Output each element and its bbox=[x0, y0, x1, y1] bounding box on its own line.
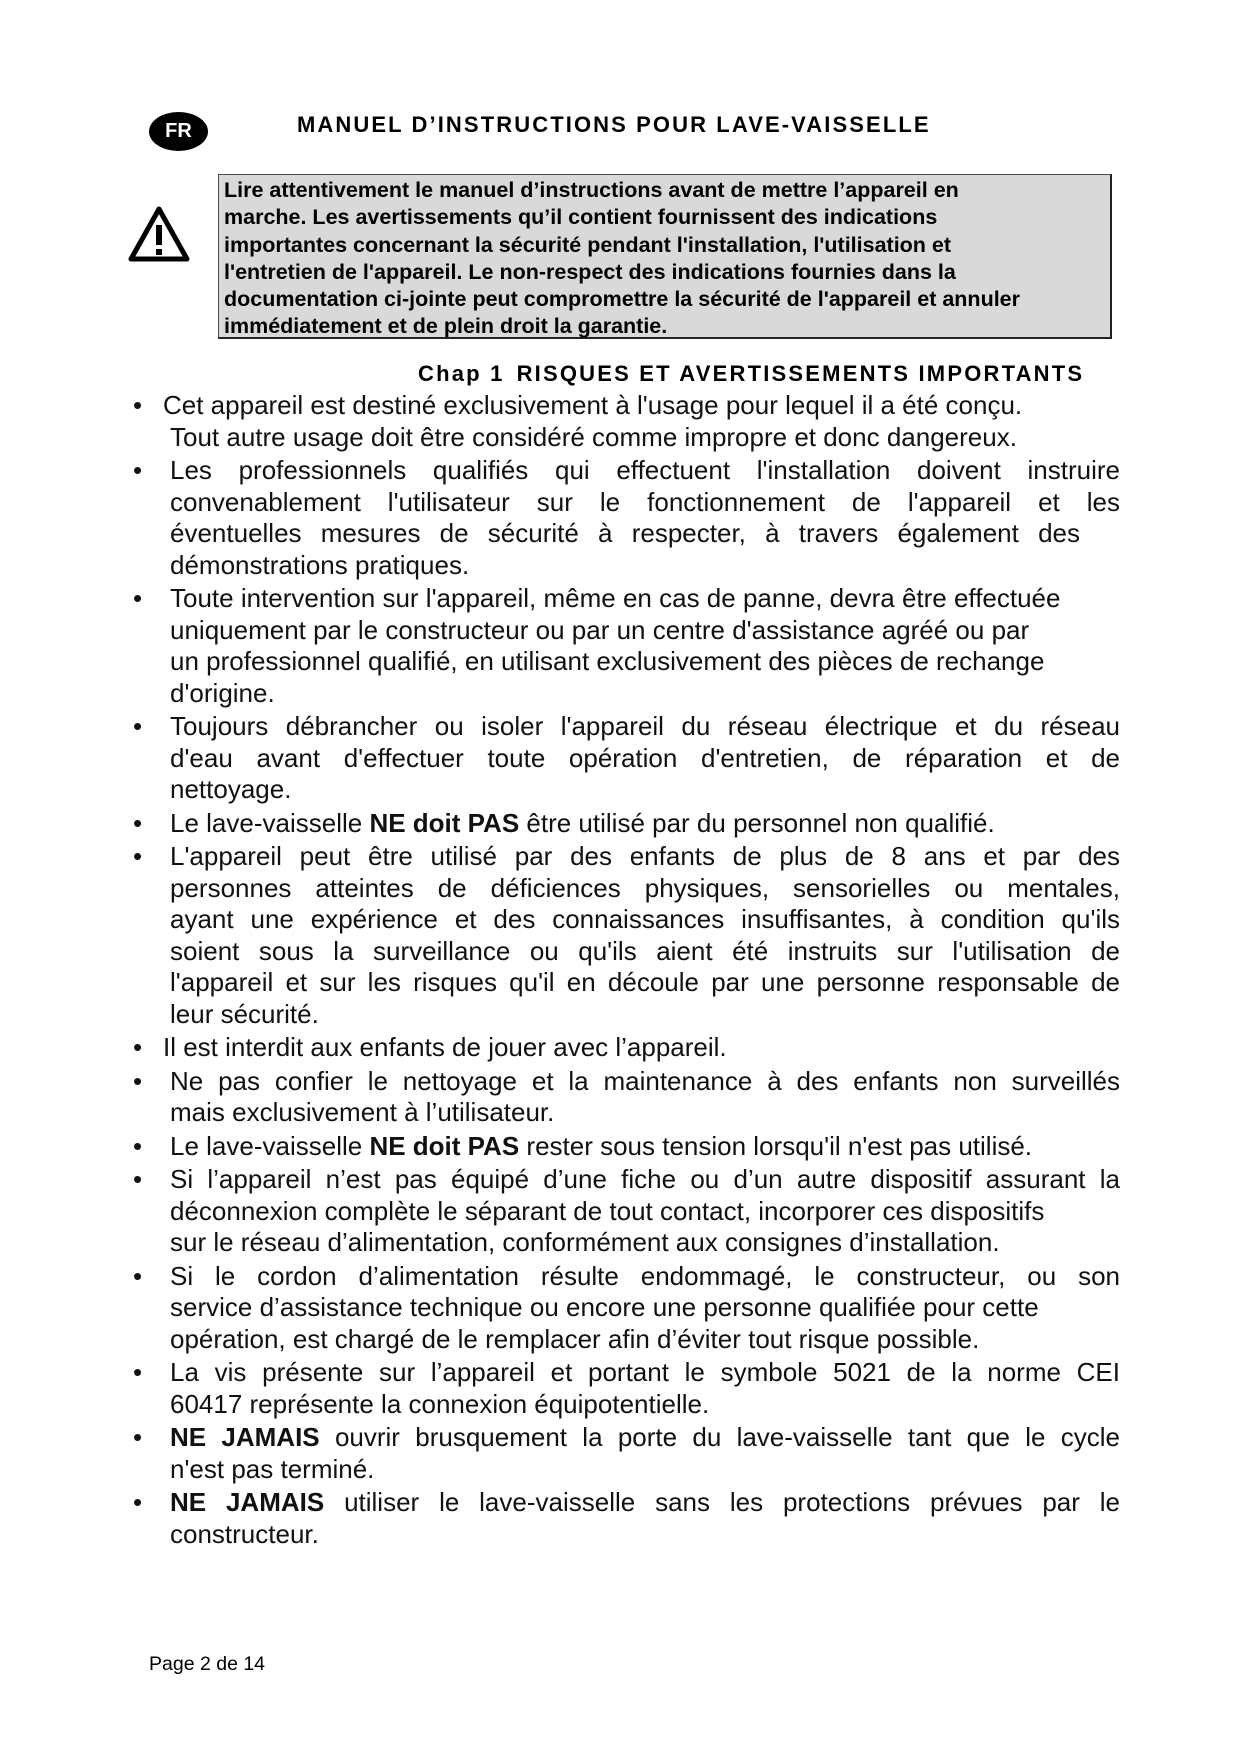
line: un professionnel qualifié, en utilisant exclusivement des pièces de rechange bbox=[170, 646, 1045, 676]
line: • Il est interdit aux enfants de jouer avec l’appareil. bbox=[163, 1032, 727, 1062]
line: convenablement l'utilisateur sur le fonctionnement de l'appareil et les bbox=[170, 486, 1120, 517]
text: ouvrir brusquement la porte du lave-vaisselle tant que le cycle bbox=[319, 1422, 1121, 1452]
chapter-number: Chap 1 bbox=[418, 361, 505, 386]
line: soient sous la surveillance ou qu'ils aient été instruits sur l'utilisation de bbox=[170, 935, 1120, 966]
document-title: MANUEL D’INSTRUCTIONS POUR LAVE-VAISSELLE bbox=[297, 112, 931, 137]
line: d'eau avant d'effectuer toute opération d'entretien, de réparation et de bbox=[170, 742, 1120, 773]
line: sur le réseau d’alimentation, conformément aux consignes d’installation. bbox=[170, 1227, 1000, 1257]
page-number: Page 2 de 14 bbox=[149, 1653, 266, 1675]
line: uniquement par le constructeur ou par un centre d'assistance agréé ou par bbox=[170, 614, 1030, 645]
warning-line: l'entretien de l'appareil. Le non-respect des indications fournies dans la bbox=[224, 259, 956, 284]
warning-line: marche. Les avertissements qu’il contient fournissent des indications bbox=[224, 205, 938, 230]
line: l'appareil et sur les risques qu'il en découle par une personne responsable de bbox=[170, 967, 1120, 997]
chapter-heading bbox=[418, 361, 1084, 387]
safety-warnings-list bbox=[130, 390, 1120, 1552]
emphasis: NE doit PAS bbox=[369, 807, 520, 838]
emphasis: NE doit PAS bbox=[369, 1130, 520, 1161]
list-item bbox=[130, 1066, 1120, 1129]
line bbox=[170, 1131, 1120, 1163]
list-item bbox=[130, 841, 1120, 1030]
list-item bbox=[130, 1487, 1120, 1550]
emphasis: NE JAMAIS bbox=[170, 1422, 320, 1452]
line: démonstrations pratiques. bbox=[170, 549, 470, 580]
warning-line: Lire attentivement le manuel d’instructions avant de mettre l’appareil en bbox=[224, 178, 959, 202]
line: personnes atteintes de déficiences physiques, sensorielles ou mentales, bbox=[170, 872, 1120, 903]
line: • Les professionnels qualifiés qui effectuent l'installation doivent instruire bbox=[170, 455, 1120, 485]
list-item bbox=[130, 1261, 1120, 1356]
list-item bbox=[130, 711, 1120, 806]
line: constructeur. bbox=[170, 1518, 319, 1549]
line: n'est pas terminé. bbox=[170, 1453, 375, 1484]
line: • Si le cordon d’alimentation résulte endommagé, le constructeur, ou son bbox=[170, 1260, 1120, 1291]
text: utiliser le lave-vaisselle sans les protections prévues par le bbox=[324, 1487, 1121, 1517]
line: service d’assistance technique ou encore une personne qualifiée pour cette bbox=[170, 1292, 1039, 1322]
line: • Cet appareil est destiné exclusivement à l'usage pour lequel il a été conçu. bbox=[163, 390, 1023, 420]
line bbox=[170, 1422, 1120, 1454]
line: • Toute intervention sur l'appareil, même en cas de panne, devra être effectuée bbox=[170, 583, 1061, 613]
warning-triangle-icon bbox=[127, 205, 191, 263]
list-item bbox=[130, 1032, 1120, 1064]
line: • Toujours débrancher ou isoler l'appareil du réseau électrique et du réseau bbox=[170, 711, 1120, 741]
line: mais exclusivement à l’utilisateur. bbox=[170, 1097, 555, 1127]
line: • L'appareil peut être utilisé par des enfants de plus de 8 ans et par des bbox=[170, 841, 1120, 871]
list-item bbox=[130, 455, 1120, 581]
list-item bbox=[130, 1357, 1120, 1420]
warning-line: immédiatement et de plein droit la garantie. bbox=[224, 314, 668, 339]
warning-notice-box bbox=[218, 174, 1112, 339]
line: • Ne pas confier le nettoyage et la maintenance à des enfants non surveillés bbox=[170, 1065, 1120, 1096]
text: être utilisé par du personnel non qualifié. bbox=[519, 807, 995, 838]
text: Le lave-vaisselle bbox=[170, 1130, 370, 1161]
list-item bbox=[130, 583, 1120, 709]
chapter-title: RISQUES ET AVERTISSEMENTS IMPORTANTS bbox=[516, 361, 1085, 386]
line: • La vis présente sur l’appareil et portant le symbole 5021 de la norme CEI bbox=[170, 1357, 1120, 1387]
text: Le lave-vaisselle bbox=[170, 807, 370, 838]
line: déconnexion complète le séparant de tout contact, incorporer ces dispositifs bbox=[170, 1195, 1045, 1226]
list-item bbox=[130, 1422, 1120, 1485]
list-item bbox=[130, 1131, 1120, 1163]
line: 60417 représente la connexion équipotentielle. bbox=[170, 1388, 710, 1419]
line bbox=[170, 1487, 1120, 1519]
list-item bbox=[130, 390, 1120, 453]
line: opération, est chargé de le remplacer afin d’éviter tout risque possible. bbox=[170, 1323, 980, 1354]
emphasis: NE JAMAIS bbox=[170, 1487, 325, 1517]
text: rester sous tension lorsqu'il n'est pas utilisé. bbox=[519, 1130, 1033, 1161]
list-item bbox=[130, 1164, 1120, 1259]
warning-line: importantes concernant la sécurité pendant l'installation, l'utilisation et bbox=[224, 232, 952, 257]
line: ayant une expérience et des connaissances insuffisantes, à condition qu'ils bbox=[170, 904, 1120, 934]
warning-line: documentation ci-jointe peut compromettre la sécurité de l'appareil et annuler bbox=[224, 287, 1020, 312]
line: Tout autre usage doit être considéré comme impropre et donc dangereux. bbox=[170, 421, 1017, 452]
language-badge: FR bbox=[149, 112, 208, 151]
line: d'origine. bbox=[170, 677, 275, 708]
line bbox=[170, 808, 1120, 840]
line: éventuelles mesures de sécurité à respecter, à travers également des bbox=[170, 518, 1080, 548]
line: nettoyage. bbox=[170, 774, 292, 804]
list-item bbox=[130, 808, 1120, 840]
line: leur sécurité. bbox=[170, 998, 319, 1029]
line: • Si l’appareil n’est pas équipé d’une fiche ou d’un autre dispositif assurant la bbox=[170, 1164, 1120, 1194]
